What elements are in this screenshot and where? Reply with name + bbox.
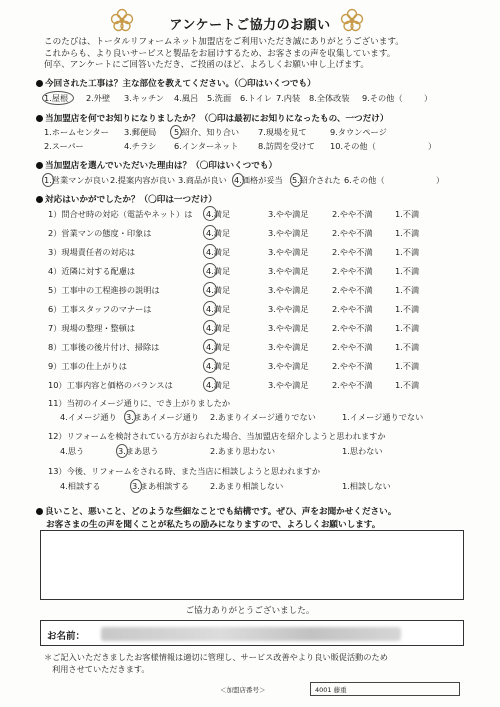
option[interactable]: 2.外壁	[86, 93, 111, 103]
option[interactable]: 4.思う	[60, 446, 85, 456]
comment-textarea[interactable]	[40, 530, 464, 600]
question-3-options	[44, 175, 484, 187]
option[interactable]: 4.風呂	[174, 93, 199, 103]
option[interactable]: 3.まあ思う	[118, 446, 159, 456]
rating-option[interactable]: 4.満足	[206, 342, 231, 352]
rating-option[interactable]: 4.満足	[206, 380, 231, 390]
option[interactable]: 2.提案内容が良い	[110, 175, 176, 185]
rating-item-4: 4）近隣に対する配慮は	[48, 266, 136, 276]
rating-option[interactable]: 3.やや満足	[268, 228, 309, 238]
rating-option[interactable]: 3.やや満足	[268, 323, 309, 333]
rating-option[interactable]: 4.満足	[206, 247, 231, 257]
answer-mark	[203, 263, 217, 278]
answer-mark	[203, 282, 217, 297]
answer-mark	[203, 358, 217, 373]
answer-mark	[124, 410, 136, 424]
option[interactable]: 4.相談する	[60, 481, 101, 491]
option[interactable]: 1.営業マンが良い	[44, 175, 110, 185]
rating-item-9: 9）工事の仕上がりは	[48, 361, 127, 371]
option[interactable]: 9.タウンページ	[330, 127, 387, 137]
rating-option[interactable]: 3.やや満足	[268, 342, 309, 352]
question-4: 対応はいかがでしたか？（〇印は一つだけ）	[36, 193, 217, 205]
rating-item-1: 1）問合せ時の対応（電話やネット）は	[48, 209, 193, 219]
option[interactable]: 3.キッチン	[124, 93, 164, 103]
answer-mark	[203, 320, 217, 335]
rating-option[interactable]: 2.やや不満	[332, 380, 373, 390]
page-title: アンケートご協力のお願い	[169, 18, 331, 33]
rating-item-10: 10）工事内容と価格のバランスは	[48, 380, 173, 390]
privacy-notice: ＊ご記入いただきましたお客様情報は適切に管理し、サービス改善やより良い販促活動のため 利用させていただきます。	[44, 652, 388, 674]
rating-option[interactable]: 2.やや不満	[332, 323, 373, 333]
question-11: 11）当初のイメージ通りに、でき上がりましたか	[48, 398, 231, 408]
rating-option[interactable]: 4.満足	[206, 266, 231, 276]
name-label: お名前：	[47, 631, 86, 642]
rating-option[interactable]: 1.不満	[395, 247, 420, 257]
rating-option[interactable]: 4.満足	[206, 304, 231, 314]
option[interactable]: 3.まあイメージ通り	[126, 412, 200, 422]
bullet-icon	[36, 115, 43, 122]
answer-mark	[290, 173, 302, 187]
option[interactable]: 3.まあ相談する	[132, 481, 189, 491]
option-close: ）	[428, 141, 437, 151]
rating-option[interactable]: 3.やや満足	[268, 285, 309, 295]
question-5-sub: お客さまの生の声を聞くことが私たちの励みになりますので、よろしくお願いします。	[46, 520, 381, 530]
answer-mark	[203, 225, 217, 240]
rating-option[interactable]: 4.満足	[206, 285, 231, 295]
rating-option[interactable]: 3.やや満足	[268, 361, 309, 371]
question-11-options	[60, 412, 480, 424]
option[interactable]: 2.あまりイメージ通りでない	[210, 412, 316, 422]
rating-item-6: 6）工事スタッフのマナーは	[48, 304, 152, 314]
store-number-label: ＜加盟店番号＞	[220, 686, 266, 694]
rating-option[interactable]: 1.不満	[395, 323, 420, 333]
rating-item-7: 7）現場の整理・整頓は	[48, 323, 136, 333]
question-3: 当加盟店を選んでいただいた理由は？（〇印はいくつでも）	[36, 159, 277, 171]
name-field[interactable]	[40, 620, 464, 646]
thanks-text: ご協力ありがとうございました。	[185, 606, 315, 616]
rating-option[interactable]: 2.やや不満	[332, 285, 373, 295]
answer-mark	[170, 125, 182, 139]
rating-option[interactable]: 1.不満	[395, 285, 420, 295]
answer-mark	[42, 91, 74, 105]
rating-option[interactable]: 4.満足	[206, 323, 231, 333]
question-13: 13）今後、リフォームをされる時、また当店に相談しようと思われますか	[48, 466, 321, 476]
bullet-icon	[36, 80, 43, 87]
rating-option[interactable]: 1.不満	[395, 228, 420, 238]
rating-option[interactable]: 3.やや満足	[268, 380, 309, 390]
answer-mark	[232, 173, 244, 187]
bullet-icon	[36, 162, 43, 169]
flower-icon	[340, 8, 364, 32]
rating-item-5: 5）工事中の工程進捗の説明は	[48, 285, 160, 295]
option[interactable]: 9.その他（	[362, 93, 403, 103]
rating-option[interactable]: 1.不満	[395, 266, 420, 276]
option[interactable]: 1.屋根	[44, 93, 69, 103]
question-2-options-row2	[44, 141, 484, 153]
option[interactable]: 4.価格が妥当	[234, 175, 283, 185]
question-2-options-row1	[44, 127, 484, 139]
rating-option[interactable]: 1.不満	[395, 342, 420, 352]
rating-option[interactable]: 3.やや満足	[268, 304, 309, 314]
option[interactable]: 6.その他（	[344, 175, 385, 185]
answer-mark	[42, 173, 54, 187]
rating-option[interactable]: 4.満足	[206, 228, 231, 238]
rating-option[interactable]: 1.不満	[395, 209, 420, 219]
question-13-options	[60, 481, 480, 493]
option[interactable]: 5.紹介された	[292, 175, 341, 185]
option[interactable]: 4.チラシ	[124, 141, 157, 151]
rating-option[interactable]: 4.満足	[206, 209, 231, 219]
option-close: ）	[424, 93, 433, 103]
option[interactable]: 3.郵便局	[124, 127, 157, 137]
option[interactable]: 5.洗面	[207, 93, 232, 103]
option[interactable]: 8.訪問を受けて	[258, 141, 315, 151]
option[interactable]: 1.イメージ通りでない	[342, 412, 424, 422]
rating-option[interactable]: 2.やや不満	[332, 247, 373, 257]
answer-mark	[203, 206, 217, 221]
rating-option[interactable]: 3.やや満足	[268, 266, 309, 276]
rating-option[interactable]: 2.やや不満	[332, 228, 373, 238]
question-12: 12）リフォームを検討されている方がおられた場合、当加盟店を紹介しようと思われますか	[48, 431, 386, 441]
question-5: 良いこと、悪いこと、どのような些細なことでも結構です。ぜひ、声をお聞かせください。	[36, 505, 396, 517]
rating-option[interactable]: 1.不満	[395, 304, 420, 314]
bullet-icon	[36, 508, 43, 515]
rating-option[interactable]: 4.満足	[206, 361, 231, 371]
option[interactable]: 7.内装	[276, 93, 301, 103]
question-1-options	[44, 93, 484, 105]
option[interactable]: 1.相談しない	[342, 481, 391, 491]
intro-text: このたびは、トータルリフォームネット加盟店をご利用いただき誠にありがとうございます。 これからも、より良いサービスと製品をお届けするため、お客さまの声を収集しています。 何卒、アンケートにご回答いただき、ご投函のほど、よろしくお願い申し上げます。	[44, 37, 404, 70]
store-number-box	[310, 682, 460, 696]
option[interactable]: 6.インターネット	[174, 141, 239, 151]
question-1: 今回された工事は？主な部位を教えてください。（〇印はいくつでも）	[36, 77, 316, 89]
rating-option[interactable]: 2.やや不満	[332, 361, 373, 371]
rating-item-2: 2）営業マンの態度・印象は	[48, 228, 152, 238]
rating-option[interactable]: 1.不満	[395, 361, 420, 371]
answer-mark	[116, 444, 128, 458]
answer-mark	[203, 377, 217, 392]
answer-mark	[203, 244, 217, 259]
option[interactable]: 10.その他（	[330, 141, 376, 151]
rating-item-8: 8）工事後の後片付け、掃除は	[48, 342, 160, 352]
rating-option[interactable]: 3.やや満足	[268, 209, 309, 219]
option[interactable]: 2.スーパー	[44, 141, 84, 151]
question-2: 当加盟店を何でお知りになりましたか？（〇印は最初にお知りになったもの、一つだけ）	[36, 112, 388, 124]
option[interactable]: 2.あまり思わない	[210, 446, 276, 456]
answer-mark	[130, 479, 142, 493]
redacted-name	[101, 627, 401, 641]
option[interactable]: 1.ホームセンター	[44, 127, 109, 137]
option[interactable]: 6.トイレ	[240, 93, 272, 103]
answer-mark	[203, 339, 217, 354]
bullet-icon	[36, 196, 43, 203]
rating-item-3: 3）現場責任者の対応は	[48, 247, 136, 257]
option-close: ）	[436, 175, 445, 185]
option[interactable]: 3.商品が良い	[178, 175, 227, 185]
option[interactable]: 5.紹介、知り合い	[174, 127, 240, 137]
rating-option[interactable]: 1.不満	[395, 380, 420, 390]
rating-option[interactable]: 2.やや不満	[332, 304, 373, 314]
store-code: 4001 藤重	[315, 686, 347, 694]
rating-option[interactable]: 3.やや満足	[268, 247, 309, 257]
option[interactable]: 7.現場を見て	[258, 127, 307, 137]
rating-option[interactable]: 2.やや不満	[332, 342, 373, 352]
option[interactable]: 8.全体改装	[309, 93, 350, 103]
option[interactable]: 1.思わない	[342, 446, 383, 456]
option[interactable]: 2.あまり相談しない	[210, 481, 284, 491]
rating-option[interactable]: 2.やや不満	[332, 266, 373, 276]
answer-mark	[203, 301, 217, 316]
rating-option[interactable]: 2.やや不満	[332, 209, 373, 219]
option[interactable]: 4.イメージ通り	[60, 412, 117, 422]
